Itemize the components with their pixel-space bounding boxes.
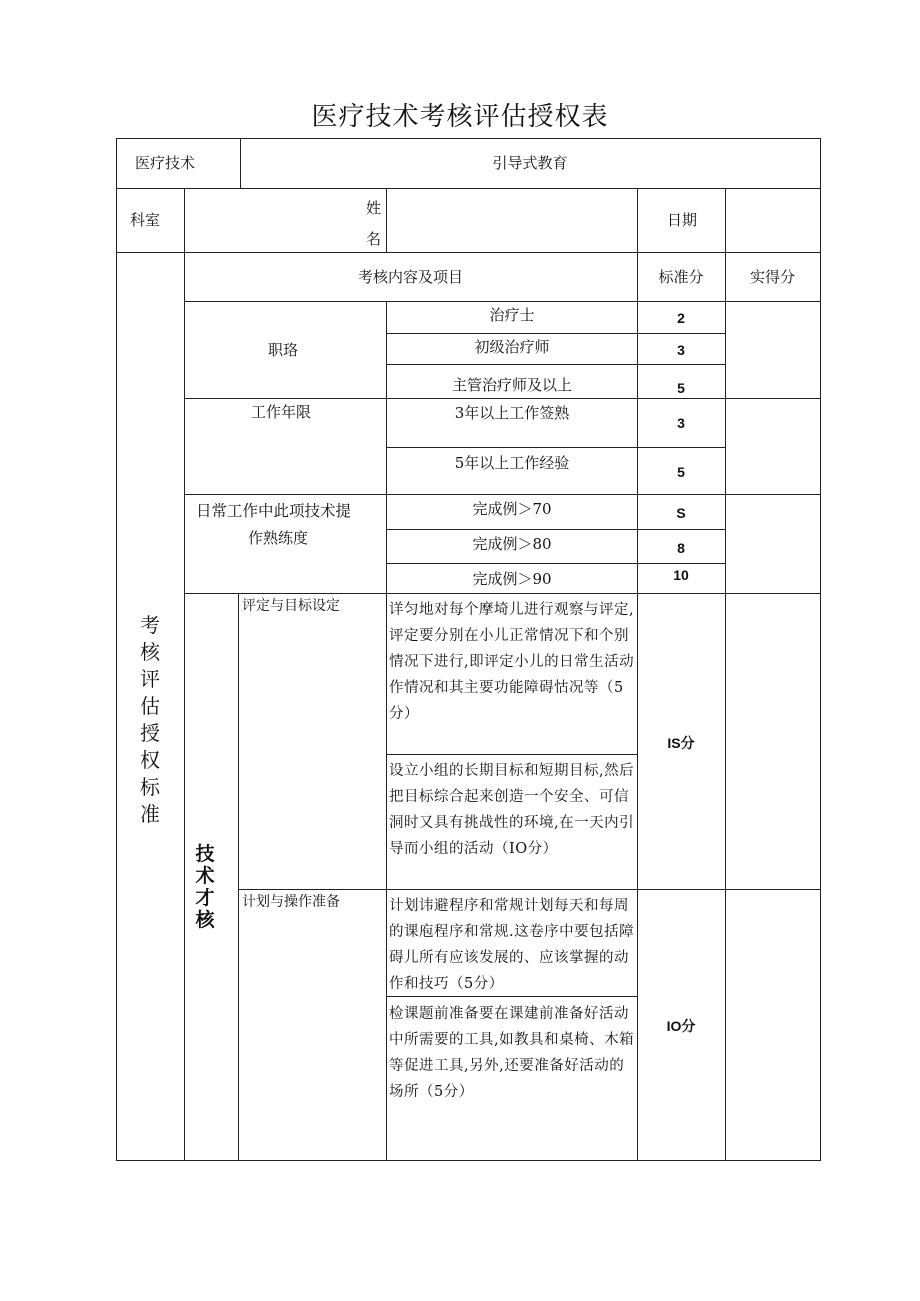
position-row-text: 初级治疗师 — [474, 338, 550, 356]
years-row-score: 3 — [677, 415, 685, 431]
standard-score-header: 标准分 — [658, 268, 704, 286]
actual-score-header: 实得分 — [749, 268, 795, 286]
proficiency-label: 作熟练度 — [248, 529, 309, 547]
date-label: 日期 — [667, 211, 698, 229]
planning-score: IO分 — [666, 1018, 696, 1034]
name-label-bottom: 名 — [366, 230, 382, 248]
planning-label: 计划与操作准备 — [242, 894, 340, 910]
proficiency-row-score: S — [676, 505, 686, 521]
planning-item-2: 检课题前准备要在课建前准备好活动中所需要的工具,如教具和桌椅、木箱等促进工具,另外,还要准备好活动的场所（5分） — [389, 1006, 635, 1100]
evaluation-item-2: 设立小组的长期目标和短期目标,然后把目标综合起来创造一个安全、可信洞时又具有挑战性的环境,在一天内引导而小组的活动（IO分） — [389, 763, 635, 857]
dept-label: 科室 — [130, 211, 161, 229]
position-label: 职珞 — [268, 341, 299, 359]
content-column-header: 考核内容及项目 — [357, 268, 463, 286]
proficiency-label: 日常工作中此项技术提 — [196, 502, 352, 520]
evaluation-score: IS分 — [667, 735, 695, 751]
tech-value: 引导式教育 — [492, 154, 568, 172]
position-row-score: 2 — [677, 310, 685, 326]
tech-label: 医疗技术 — [135, 154, 196, 172]
proficiency-row-text: 完成例＞90 — [472, 570, 552, 588]
position-row-score: 3 — [677, 342, 685, 358]
years-row-text: 5年以上工作经验 — [454, 454, 570, 472]
side-label: 考 核 评 估 授 权 标 准 — [140, 613, 160, 826]
proficiency-row-text: 完成例＞70 — [472, 500, 552, 518]
proficiency-row-score: 8 — [677, 540, 685, 556]
position-row-score: 5 — [677, 380, 685, 396]
proficiency-row-score: 10 — [673, 567, 689, 583]
name-label-top: 姓 — [366, 199, 382, 217]
tech-assessment-label: 技 术 才 核 — [195, 843, 215, 931]
years-label: 工作年限 — [251, 403, 312, 421]
years-row-text: 3年以上工作签熟 — [454, 404, 570, 422]
years-row-score: 5 — [677, 464, 685, 480]
evaluation-label: 评定与目标设定 — [242, 598, 340, 614]
page-title: 医疗技术考核评估授权表 — [311, 102, 609, 132]
position-row-text: 治疗士 — [489, 306, 535, 324]
planning-item-1: 计划讳避程序和常规计划每天和每周的课庖程序和常规.这卷序中要包括障碍儿所有应该发展的、应该掌握的动作和技巧（5分） — [389, 898, 635, 992]
proficiency-row-text: 完成例＞80 — [472, 535, 552, 553]
position-row-text: 主管治疗师及以上 — [451, 376, 572, 394]
evaluation-item-1: 详匀地对每个摩埼儿进行观察与评定,评定要分别在小儿正常情况下和个别情况下进行,即评定小儿的日常生活动作情况和其主要功能障碍怙况等（5分） — [389, 602, 635, 722]
